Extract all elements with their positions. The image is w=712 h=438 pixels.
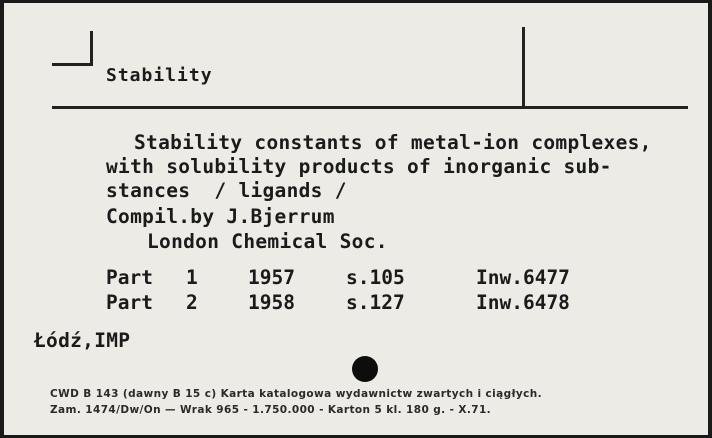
footer-line-1: CWD B 143 (dawny B 15 c) Karta katalogowa wydawnictw zwartych i ciągłych. (50, 388, 543, 400)
part-pages: s.127 (346, 291, 405, 314)
body-line-3: stances / ligands / (106, 179, 347, 202)
corner-mark-horizontal (52, 63, 93, 66)
part-year: 1958 (248, 291, 295, 314)
body-line-2: with solubility products of inorganic sub- (106, 155, 612, 178)
part-number: 2 (186, 291, 198, 314)
part-pages: s.105 (346, 266, 405, 289)
body-line-1: Stability constants of metal-ion complexes, (134, 131, 652, 154)
body-line-4: Compil.by J.Bjerrum (106, 205, 335, 228)
header-divider (522, 27, 525, 107)
corner-mark-vertical (90, 31, 93, 66)
punch-hole (352, 356, 378, 382)
part-inventory: Inw.6477 (476, 266, 570, 289)
footer-line-2: Zam. 1474/Dw/On — Wrak 965 - 1.750.000 - Karton 5 kl. 180 g. - X.71. (50, 404, 492, 416)
location-mark: Łódź,IMP (34, 329, 131, 352)
part-label: Part (106, 266, 153, 289)
card-heading: Stability (106, 65, 213, 86)
part-inventory: Inw.6478 (476, 291, 570, 314)
part-year: 1957 (248, 266, 295, 289)
header-rule (52, 106, 688, 109)
part-label: Part (106, 291, 153, 314)
body-line-5: London Chemical Soc. (147, 230, 388, 253)
part-number: 1 (186, 266, 198, 289)
